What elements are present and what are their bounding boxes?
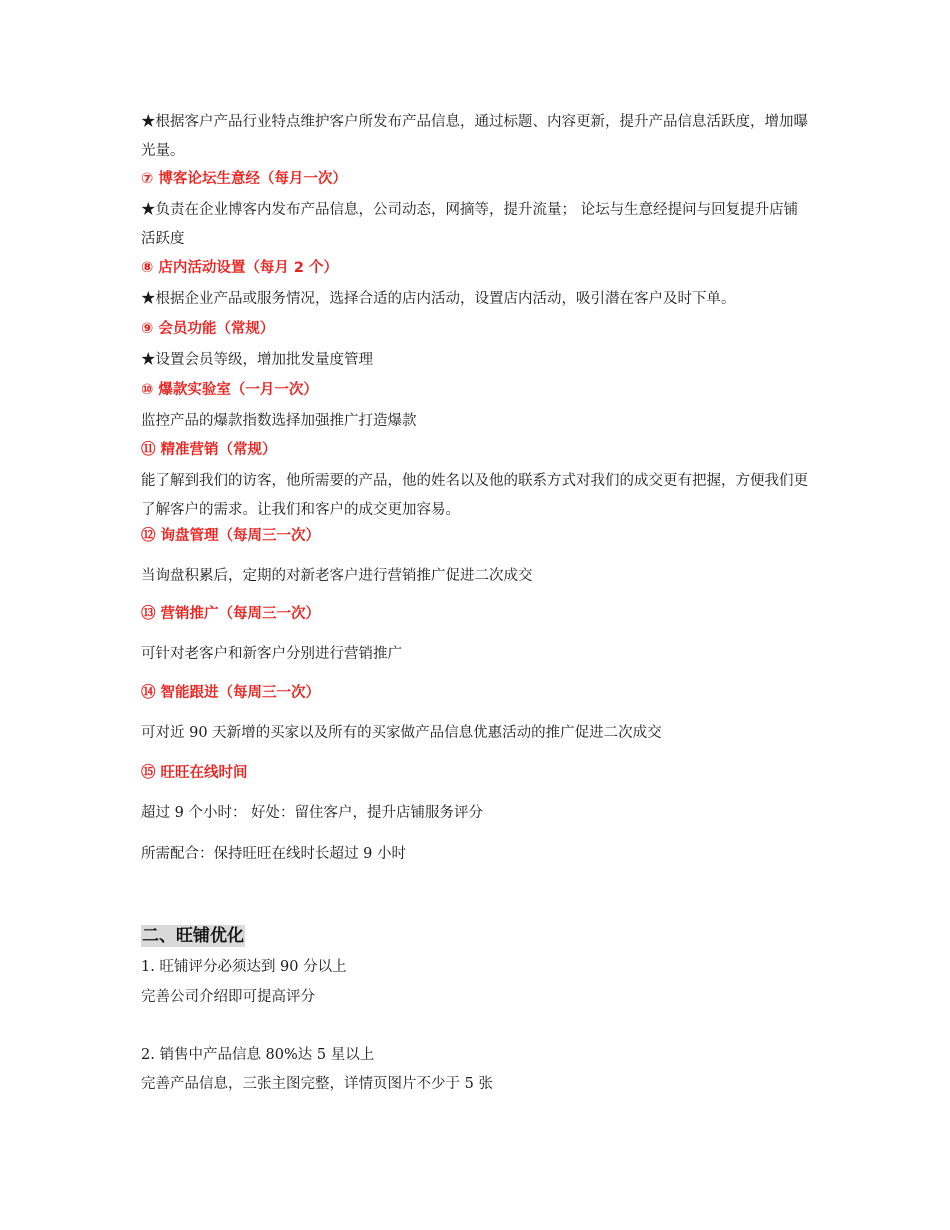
heading-store-activity: ⑧ 店内活动设置（每月 2 个） <box>141 260 339 276</box>
heading-hot-item-lab: ⑩ 爆款实验室（一月一次） <box>141 382 318 398</box>
heading-wangwang-online: ⑮ 旺旺在线时间 <box>141 765 248 781</box>
paragraph-member-function: ★设置会员等级，增加批发量度管理 <box>141 352 373 368</box>
heading-marketing-promotion: ⑬ 营销推广（每周三一次） <box>141 606 321 622</box>
paragraph-product-star-rating: 2. 销售中产品信息 80%达 5 星以上 <box>141 1047 375 1063</box>
section-title-shop-optimization: 二、旺铺优化 <box>142 926 244 946</box>
heading-precision-marketing: ⑪ 精准营销（常规） <box>141 442 277 458</box>
paragraph-product-info-maintenance: ★根据客户产品行业特点维护客户所发布产品信息，通过标题、内容更新，提升产品信息活跃度，增加曝光量。 <box>141 114 808 159</box>
paragraph-smart-followup: 可对近 90 天新增的买家以及所有的买家做产品信息优惠活动的推广促进二次成交 <box>141 725 662 741</box>
paragraph-shop-score: 1. 旺铺评分必须达到 90 分以上 <box>141 959 347 975</box>
paragraph-product-images: 完善产品信息，三张主图完整，详情页图片不少于 5 张 <box>141 1076 493 1092</box>
paragraph-wangwang-benefit: 超过 9 个小时： 好处：留住客户，提升店铺服务评分 <box>141 805 484 821</box>
heading-inquiry-management: ⑫ 询盘管理（每周三一次） <box>141 528 321 544</box>
paragraph-store-activity: ★根据企业产品或服务情况，选择合适的店内活动，设置店内活动，吸引潜在客户及时下单。 <box>141 291 736 307</box>
heading-member-function: ⑨ 会员功能（常规） <box>141 321 275 337</box>
paragraph-company-intro: 完善公司介绍即可提高评分 <box>141 989 315 1005</box>
paragraph-wangwang-requirement: 所需配合：保持旺旺在线时长超过 9 小时 <box>141 846 406 862</box>
paragraph-marketing-promotion: 可针对老客户和新客户分别进行营销推广 <box>141 646 402 662</box>
heading-smart-followup: ⑭ 智能跟进（每周三一次） <box>141 685 321 701</box>
heading-blog-forum: ⑦ 博客论坛生意经（每月一次） <box>141 171 347 187</box>
paragraph-hot-item-lab: 监控产品的爆款指数选择加强推广打造爆款 <box>141 413 417 429</box>
paragraph-inquiry-management: 当询盘积累后，定期的对新老客户进行营销推广促进二次成交 <box>141 568 533 584</box>
paragraph-precision-marketing: 能了解到我们的访客，他所需要的产品，他的姓名以及他的联系方式对我们的成交更有把握，方便我们更了解客户的需求。让我们和客户的成交更加容易。 <box>141 473 808 518</box>
paragraph-blog-forum: ★负责在企业博客内发布产品信息，公司动态，网摘等，提升流量； 论坛与生意经提问与回复提升店铺活跃度 <box>141 202 799 247</box>
